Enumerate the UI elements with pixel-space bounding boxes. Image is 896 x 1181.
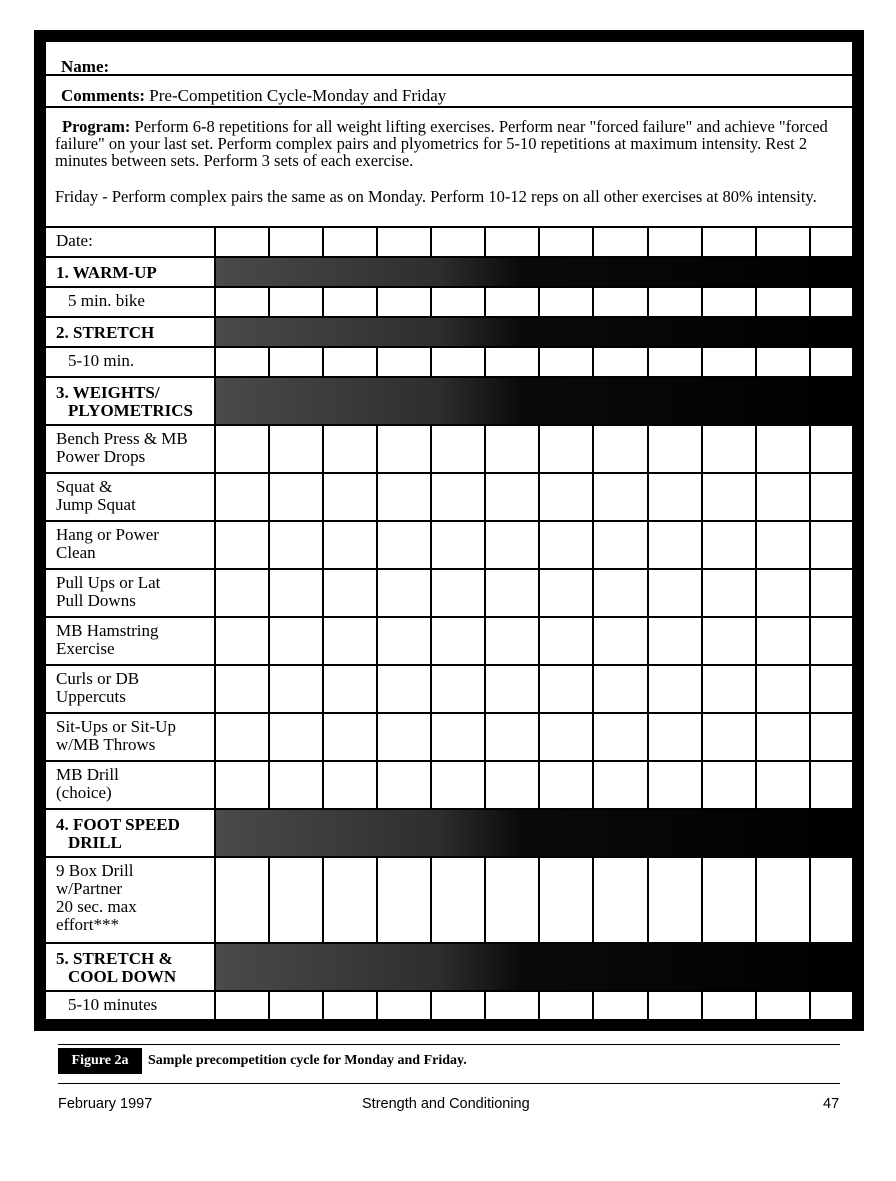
log-entry-cell[interactable] — [216, 858, 270, 942]
log-entry-cell[interactable] — [486, 666, 540, 712]
exercise-row — [46, 522, 852, 570]
section-row — [46, 258, 852, 288]
log-entry-cell[interactable] — [540, 426, 594, 472]
exercise-label: 5 min. bike — [46, 288, 216, 316]
log-entry-cell[interactable] — [540, 570, 594, 616]
log-entry-cell[interactable] — [270, 618, 324, 664]
log-entry-cell[interactable] — [594, 666, 649, 712]
exercise-label: Sit-Ups or Sit-Up w/MB Throws — [46, 714, 216, 760]
date-entry-cell[interactable] — [811, 228, 852, 256]
figure-caption: Sample precompetition cycle for Monday and Friday. — [148, 1053, 467, 1068]
log-entry-cell[interactable] — [216, 426, 270, 472]
log-entry-cell[interactable] — [486, 426, 540, 472]
section-row — [46, 378, 852, 426]
log-entry-cell[interactable] — [270, 666, 324, 712]
exercise-label: 5-10 minutes — [46, 992, 216, 1019]
log-entry-cell[interactable] — [432, 348, 486, 376]
log-entry-cell[interactable] — [432, 474, 486, 520]
form-frame — [34, 30, 864, 1031]
log-entry-cell[interactable] — [270, 474, 324, 520]
log-entry-cell[interactable] — [216, 666, 270, 712]
log-entry-cell[interactable] — [594, 858, 649, 942]
log-entry-cell[interactable] — [757, 992, 811, 1019]
log-entry-cell[interactable] — [270, 714, 324, 760]
footer-page: 47 — [823, 1096, 840, 1112]
log-entry-cell[interactable] — [486, 714, 540, 760]
log-entry-cell[interactable] — [757, 666, 811, 712]
log-entry-cell[interactable] — [757, 570, 811, 616]
date-label: Date: — [46, 228, 216, 256]
log-entry-cell[interactable] — [432, 858, 486, 942]
log-entry-cell[interactable] — [270, 348, 324, 376]
section-row — [46, 318, 852, 348]
caption-rule-top — [58, 1044, 840, 1045]
log-entry-cell[interactable] — [270, 858, 324, 942]
log-entry-cell[interactable] — [540, 618, 594, 664]
exercise-row — [46, 992, 852, 1019]
log-entry-cell[interactable] — [594, 474, 649, 520]
log-entry-cell[interactable] — [811, 426, 852, 472]
log-entry-cell[interactable] — [378, 474, 432, 520]
log-entry-cell[interactable] — [216, 522, 270, 568]
log-entry-cell[interactable] — [594, 714, 649, 760]
log-entry-cell[interactable] — [540, 288, 594, 316]
log-entry-cell[interactable] — [649, 522, 703, 568]
log-entry-cell[interactable] — [432, 666, 486, 712]
exercise-label: Bench Press & MB Power Drops — [46, 426, 216, 472]
log-entry-cell[interactable] — [270, 288, 324, 316]
log-entry-cell[interactable] — [594, 618, 649, 664]
exercise-row — [46, 348, 852, 378]
log-entry-cell[interactable] — [594, 288, 649, 316]
section-label: 2. STRETCH — [46, 318, 216, 346]
log-entry-cell[interactable] — [811, 666, 852, 712]
log-entry-cell[interactable] — [811, 992, 852, 1019]
log-entry-cell[interactable] — [594, 522, 649, 568]
log-entry-cell[interactable] — [432, 714, 486, 760]
log-entry-cell[interactable] — [811, 618, 852, 664]
log-entry-cell[interactable] — [324, 426, 378, 472]
section-shade-bar — [216, 810, 852, 856]
date-entry-cell[interactable] — [216, 228, 270, 256]
exercise-label: 9 Box Drill w/Partner 20 sec. max effort*** — [46, 858, 216, 942]
log-entry-cell[interactable] — [324, 570, 378, 616]
log-entry-cell[interactable] — [378, 858, 432, 942]
exercise-label: Pull Ups or Lat Pull Downs — [46, 570, 216, 616]
log-entry-cell[interactable] — [703, 522, 757, 568]
section-label: 1. WARM-UP — [46, 258, 216, 286]
log-entry-cell[interactable] — [432, 618, 486, 664]
log-entry-cell[interactable] — [757, 858, 811, 942]
log-entry-cell[interactable] — [486, 992, 540, 1019]
date-row — [46, 228, 852, 258]
date-entry-cell[interactable] — [757, 228, 811, 256]
log-entry-cell[interactable] — [757, 288, 811, 316]
log-entry-cell[interactable] — [378, 570, 432, 616]
log-entry-cell[interactable] — [486, 474, 540, 520]
log-entry-cell[interactable] — [486, 522, 540, 568]
log-entry-cell[interactable] — [594, 992, 649, 1019]
log-entry-cell[interactable] — [486, 762, 540, 808]
program-paragraph — [55, 118, 840, 169]
log-entry-cell[interactable] — [703, 762, 757, 808]
log-entry-cell[interactable] — [540, 522, 594, 568]
program-text: Perform 6-8 repetitions for all weight lifting exercises. Perform near "forced failure" and achieve "forced failure" on your last set. Perform complex pairs and plyometrics for 5-10 repetitions at maximum intensity. Rest 2 minutes between sets. Perform 3 sets of each exercise. — [55, 117, 828, 170]
log-entry-cell[interactable] — [811, 348, 852, 376]
section-shade-bar — [216, 318, 852, 346]
log-entry-cell[interactable] — [216, 762, 270, 808]
log-entry-cell[interactable] — [811, 474, 852, 520]
figure-tag: Figure 2a — [58, 1048, 142, 1074]
log-entry-cell[interactable] — [757, 522, 811, 568]
log-entry-cell[interactable] — [378, 288, 432, 316]
log-entry-cell[interactable] — [703, 570, 757, 616]
log-entry-cell[interactable] — [324, 992, 378, 1019]
log-entry-cell[interactable] — [270, 992, 324, 1019]
date-entry-cell[interactable] — [270, 228, 324, 256]
log-entry-cell[interactable] — [703, 474, 757, 520]
log-entry-cell[interactable] — [486, 348, 540, 376]
log-entry-cell[interactable] — [540, 348, 594, 376]
log-entry-cell[interactable] — [216, 348, 270, 376]
log-entry-cell[interactable] — [540, 992, 594, 1019]
log-entry-cell[interactable] — [649, 348, 703, 376]
name-label: Name: — [61, 57, 110, 76]
name-row — [46, 42, 852, 76]
log-entry-cell[interactable] — [757, 426, 811, 472]
section-shade-bar — [216, 378, 852, 424]
exercise-row — [46, 714, 852, 762]
exercise-label: Hang or Power Clean — [46, 522, 216, 568]
log-entry-cell[interactable] — [757, 714, 811, 760]
log-entry-cell[interactable] — [811, 762, 852, 808]
exercise-row — [46, 288, 852, 318]
log-entry-cell[interactable] — [432, 522, 486, 568]
log-entry-cell[interactable] — [216, 288, 270, 316]
log-entry-cell[interactable] — [486, 618, 540, 664]
log-entry-cell[interactable] — [703, 426, 757, 472]
date-entry-cell[interactable] — [649, 228, 703, 256]
log-entry-cell[interactable] — [540, 858, 594, 942]
log-entry-cell[interactable] — [540, 474, 594, 520]
date-entry-cell[interactable] — [540, 228, 594, 256]
comments-value: Pre-Competition Cycle-Monday and Friday — [149, 86, 447, 105]
log-entry-cell[interactable] — [703, 348, 757, 376]
log-entry-cell[interactable] — [378, 522, 432, 568]
section-shade-bar — [216, 944, 852, 990]
section-label: 5. STRETCH & COOL DOWN — [46, 944, 216, 990]
log-entry-cell[interactable] — [594, 426, 649, 472]
log-entry-cell[interactable] — [324, 666, 378, 712]
log-entry-cell[interactable] — [649, 426, 703, 472]
log-entry-cell[interactable] — [703, 288, 757, 316]
form-body — [46, 42, 852, 1019]
section-shade-bar — [216, 258, 852, 286]
log-entry-cell[interactable] — [432, 288, 486, 316]
log-entry-cell[interactable] — [649, 570, 703, 616]
date-entry-cell[interactable] — [486, 228, 540, 256]
log-entry-cell[interactable] — [703, 714, 757, 760]
log-entry-cell[interactable] — [649, 474, 703, 520]
log-entry-cell[interactable] — [378, 714, 432, 760]
log-entry-cell[interactable] — [703, 666, 757, 712]
log-entry-cell[interactable] — [324, 858, 378, 942]
exercise-row — [46, 474, 852, 522]
log-entry-cell[interactable] — [432, 762, 486, 808]
log-entry-cell[interactable] — [270, 570, 324, 616]
log-entry-cell[interactable] — [378, 992, 432, 1019]
program-label: Program: — [62, 117, 131, 136]
exercise-row — [46, 618, 852, 666]
log-entry-cell[interactable] — [811, 714, 852, 760]
log-entry-cell[interactable] — [216, 474, 270, 520]
log-entry-cell[interactable] — [216, 618, 270, 664]
section-row — [46, 810, 852, 858]
log-entry-cell[interactable] — [811, 522, 852, 568]
exercise-row — [46, 762, 852, 810]
log-entry-cell[interactable] — [703, 618, 757, 664]
date-entry-cell[interactable] — [703, 228, 757, 256]
date-entry-cell[interactable] — [378, 228, 432, 256]
log-entry-cell[interactable] — [811, 858, 852, 942]
section-label: 3. WEIGHTS/ PLYOMETRICS — [46, 378, 216, 424]
exercise-label: 5-10 min. — [46, 348, 216, 376]
log-entry-cell[interactable] — [811, 570, 852, 616]
log-entry-cell[interactable] — [216, 714, 270, 760]
log-entry-cell[interactable] — [432, 992, 486, 1019]
date-entry-cell[interactable] — [432, 228, 486, 256]
exercise-row — [46, 858, 852, 944]
log-entry-cell[interactable] — [757, 348, 811, 376]
log-entry-cell[interactable] — [540, 762, 594, 808]
section-label: 4. FOOT SPEED DRILL — [46, 810, 216, 856]
log-entry-cell[interactable] — [649, 992, 703, 1019]
log-entry-cell[interactable] — [324, 474, 378, 520]
section-row — [46, 944, 852, 992]
log-entry-cell[interactable] — [324, 762, 378, 808]
friday-text: Friday - Perform complex pairs the same as on Monday. Perform 10-12 reps on all other exercises at 80% intensity. — [55, 187, 817, 206]
log-entry-cell[interactable] — [703, 992, 757, 1019]
log-entry-cell[interactable] — [540, 666, 594, 712]
date-entry-cell[interactable] — [324, 228, 378, 256]
log-entry-cell[interactable] — [811, 288, 852, 316]
log-entry-cell[interactable] — [270, 426, 324, 472]
log-entry-cell[interactable] — [486, 570, 540, 616]
comments-label: Comments: — [61, 86, 146, 105]
log-entry-cell[interactable] — [324, 714, 378, 760]
log-entry-cell[interactable] — [757, 762, 811, 808]
exercise-row — [46, 426, 852, 474]
log-entry-cell[interactable] — [757, 474, 811, 520]
log-entry-cell[interactable] — [378, 666, 432, 712]
log-entry-cell[interactable] — [649, 858, 703, 942]
log-entry-cell[interactable] — [486, 858, 540, 942]
log-entry-cell[interactable] — [649, 618, 703, 664]
log-entry-cell[interactable] — [703, 858, 757, 942]
log-entry-cell[interactable] — [216, 992, 270, 1019]
log-entry-cell[interactable] — [757, 618, 811, 664]
exercise-label: MB Hamstring Exercise — [46, 618, 216, 664]
log-entry-cell[interactable] — [378, 618, 432, 664]
log-entry-cell[interactable] — [594, 570, 649, 616]
comments-line — [61, 86, 446, 106]
log-entry-cell[interactable] — [378, 348, 432, 376]
log-entry-cell[interactable] — [270, 522, 324, 568]
exercise-label: MB Drill (choice) — [46, 762, 216, 808]
log-entry-cell[interactable] — [594, 762, 649, 808]
log-entry-cell[interactable] — [270, 762, 324, 808]
log-entry-cell[interactable] — [649, 666, 703, 712]
log-entry-cell[interactable] — [649, 762, 703, 808]
log-entry-cell[interactable] — [649, 288, 703, 316]
log-entry-cell[interactable] — [594, 348, 649, 376]
log-entry-cell[interactable] — [486, 288, 540, 316]
exercise-row — [46, 570, 852, 618]
exercise-label: Squat & Jump Squat — [46, 474, 216, 520]
log-entry-cell[interactable] — [378, 426, 432, 472]
log-entry-cell[interactable] — [216, 570, 270, 616]
exercise-label: Curls or DB Uppercuts — [46, 666, 216, 712]
footer-journal: Strength and Conditioning — [362, 1096, 530, 1112]
footer-date: February 1997 — [58, 1096, 153, 1112]
log-entry-cell[interactable] — [649, 714, 703, 760]
log-entry-cell[interactable] — [324, 618, 378, 664]
comments-row — [46, 76, 852, 108]
date-entry-cell[interactable] — [594, 228, 649, 256]
log-entry-cell[interactable] — [324, 522, 378, 568]
log-entry-cell[interactable] — [378, 762, 432, 808]
exercise-row — [46, 666, 852, 714]
log-entry-cell[interactable] — [432, 426, 486, 472]
program-block — [46, 108, 852, 228]
log-entry-cell[interactable] — [540, 714, 594, 760]
log-entry-cell[interactable] — [432, 570, 486, 616]
caption-rule-bottom — [58, 1083, 840, 1084]
log-entry-cell[interactable] — [324, 348, 378, 376]
log-entry-cell[interactable] — [324, 288, 378, 316]
